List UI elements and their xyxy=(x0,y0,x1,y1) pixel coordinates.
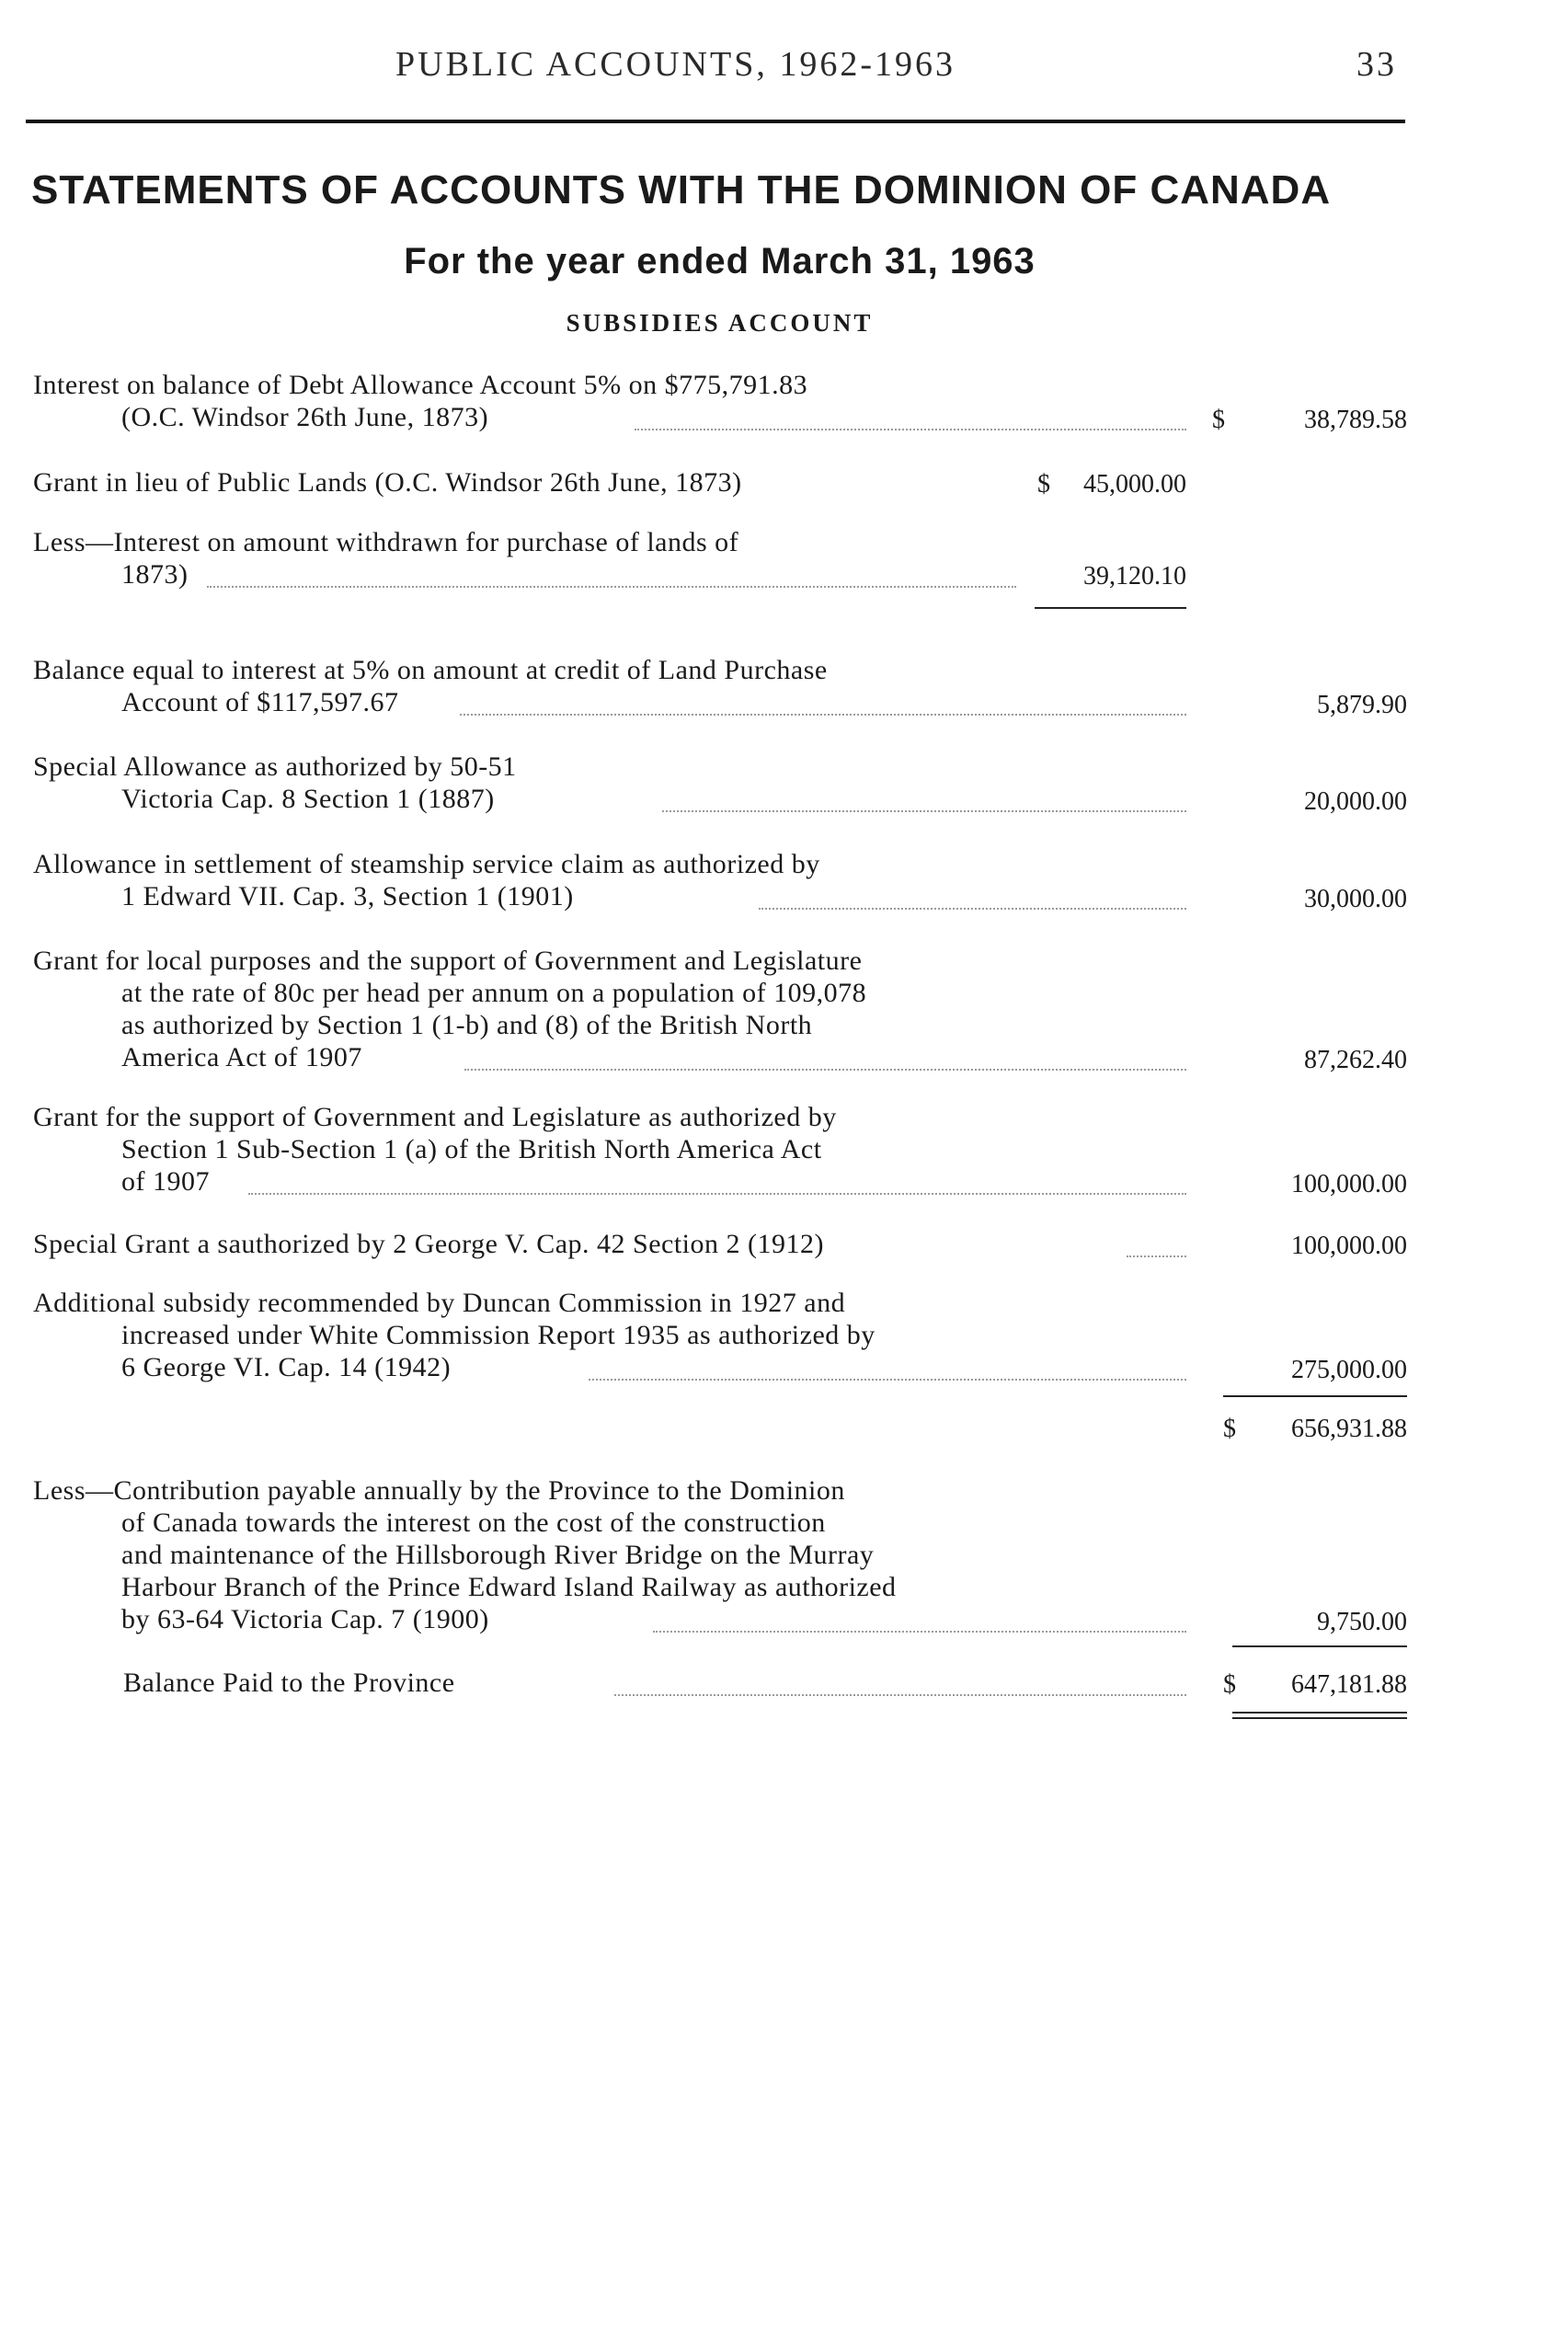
entry-amount: 30,000.00 xyxy=(1304,885,1407,913)
dot-leaders xyxy=(248,1193,1186,1195)
entry-amount-inner: 45,000.00 xyxy=(1083,470,1186,499)
entry-line: at the rate of 80c per head per annum on a population of 109,078 xyxy=(121,978,867,1008)
balance-double-rule-bottom xyxy=(1232,1717,1407,1719)
dot-leaders xyxy=(464,1069,1186,1071)
dot-leaders xyxy=(635,429,1186,430)
currency-symbol: $ xyxy=(1223,1415,1236,1443)
dot-leaders xyxy=(207,586,1016,588)
entry-line: Section 1 Sub-Section 1 (a) of the British North America Act xyxy=(121,1134,822,1164)
deduction-line: Harbour Branch of the Prince Edward Island Railway as authorized xyxy=(121,1572,897,1602)
underline-rule xyxy=(1035,607,1186,609)
subtotal-rule xyxy=(1223,1395,1407,1397)
currency-symbol: $ xyxy=(1212,406,1225,434)
running-title: PUBLIC ACCOUNTS, 1962-1963 xyxy=(395,45,956,84)
dot-leaders xyxy=(759,908,1186,910)
entry-line: 1 Edward VII. Cap. 3, Section 1 (1901) xyxy=(121,881,574,911)
deduction-amount: 9,750.00 xyxy=(1317,1608,1407,1636)
statement-title: STATEMENTS OF ACCOUNTS WITH THE DOMINION OF CANADA xyxy=(31,167,1332,212)
entry-line: Special Allowance as authorized by 50-51 xyxy=(33,751,517,782)
entry-line: increased under White Commission Report 1935 as authorized by xyxy=(121,1320,876,1350)
entry-amount-inner: 39,120.10 xyxy=(1083,562,1186,590)
entry-line: 1873) xyxy=(121,559,189,590)
entry-amount: 5,879.90 xyxy=(1317,691,1407,719)
dot-leaders xyxy=(460,714,1186,716)
entry-line: (O.C. Windsor 26th June, 1873) xyxy=(121,402,489,432)
entry-line: America Act of 1907 xyxy=(121,1042,362,1072)
balance-amount: 647,181.88 xyxy=(1291,1670,1407,1699)
entry-line: Account of $117,597.67 xyxy=(121,687,399,717)
entry-line: Grant in lieu of Public Lands (O.C. Windsor 26th June, 1873) xyxy=(33,467,742,498)
entry-line: Less—Interest on amount withdrawn for purchase of lands of xyxy=(33,527,739,557)
entry-line: Interest on balance of Debt Allowance Account 5% on $775,791.83 xyxy=(33,370,808,400)
section-title: SUBSIDIES ACCOUNT xyxy=(566,309,874,337)
deduction-line: of Canada towards the interest on the cost of the construction xyxy=(121,1507,826,1538)
dot-leaders xyxy=(1127,1255,1186,1257)
header-rule xyxy=(26,120,1405,123)
entry-line: Victoria Cap. 8 Section 1 (1887) xyxy=(121,784,495,814)
deduction-rule xyxy=(1232,1645,1407,1647)
deduction-line: and maintenance of the Hillsborough River Bridge on the Murray xyxy=(121,1540,875,1570)
statement-subtitle: For the year ended March 31, 1963 xyxy=(404,241,1036,281)
entry-amount: 100,000.00 xyxy=(1291,1232,1407,1260)
balance-label: Balance Paid to the Province xyxy=(123,1668,455,1698)
entry-line: as authorized by Section 1 (1-b) and (8) of the British North xyxy=(121,1010,813,1040)
dot-leaders xyxy=(653,1631,1186,1633)
entry-amount: 100,000.00 xyxy=(1291,1170,1407,1198)
entry-amount: 87,262.40 xyxy=(1304,1046,1407,1074)
subtotal-amount: 656,931.88 xyxy=(1291,1415,1407,1443)
entry-amount: 20,000.00 xyxy=(1304,787,1407,816)
entry-line: Allowance in settlement of steamship service claim as authorized by xyxy=(33,849,820,879)
entry-line: 6 George VI. Cap. 14 (1942) xyxy=(121,1352,452,1382)
entry-line: Additional subsidy recommended by Duncan Commission in 1927 and xyxy=(33,1288,846,1318)
running-head xyxy=(0,44,1568,99)
entry-line: Grant for the support of Government and Legislature as authorized by xyxy=(33,1102,837,1132)
dot-leaders xyxy=(589,1379,1186,1381)
entry-line: Grant for local purposes and the support of Government and Legislature xyxy=(33,946,863,976)
entry-line: of 1907 xyxy=(121,1166,210,1197)
entry-amount: 38,789.58 xyxy=(1304,406,1407,434)
deduction-line: by 63-64 Victoria Cap. 7 (1900) xyxy=(121,1604,489,1634)
deduction-line: Less—Contribution payable annually by the Province to the Dominion xyxy=(33,1475,845,1506)
entry-line: Special Grant a sauthorized by 2 George V. Cap. 42 Section 2 (1912) xyxy=(33,1229,824,1259)
page-number: 33 xyxy=(1356,45,1397,84)
entry-line: Balance equal to interest at 5% on amount at credit of Land Purchase xyxy=(33,655,828,685)
currency-symbol: $ xyxy=(1037,470,1050,499)
dot-leaders xyxy=(662,810,1186,812)
balance-double-rule-top xyxy=(1232,1712,1407,1714)
currency-symbol: $ xyxy=(1223,1670,1236,1699)
entry-amount: 275,000.00 xyxy=(1291,1356,1407,1384)
dot-leaders xyxy=(614,1694,1186,1696)
